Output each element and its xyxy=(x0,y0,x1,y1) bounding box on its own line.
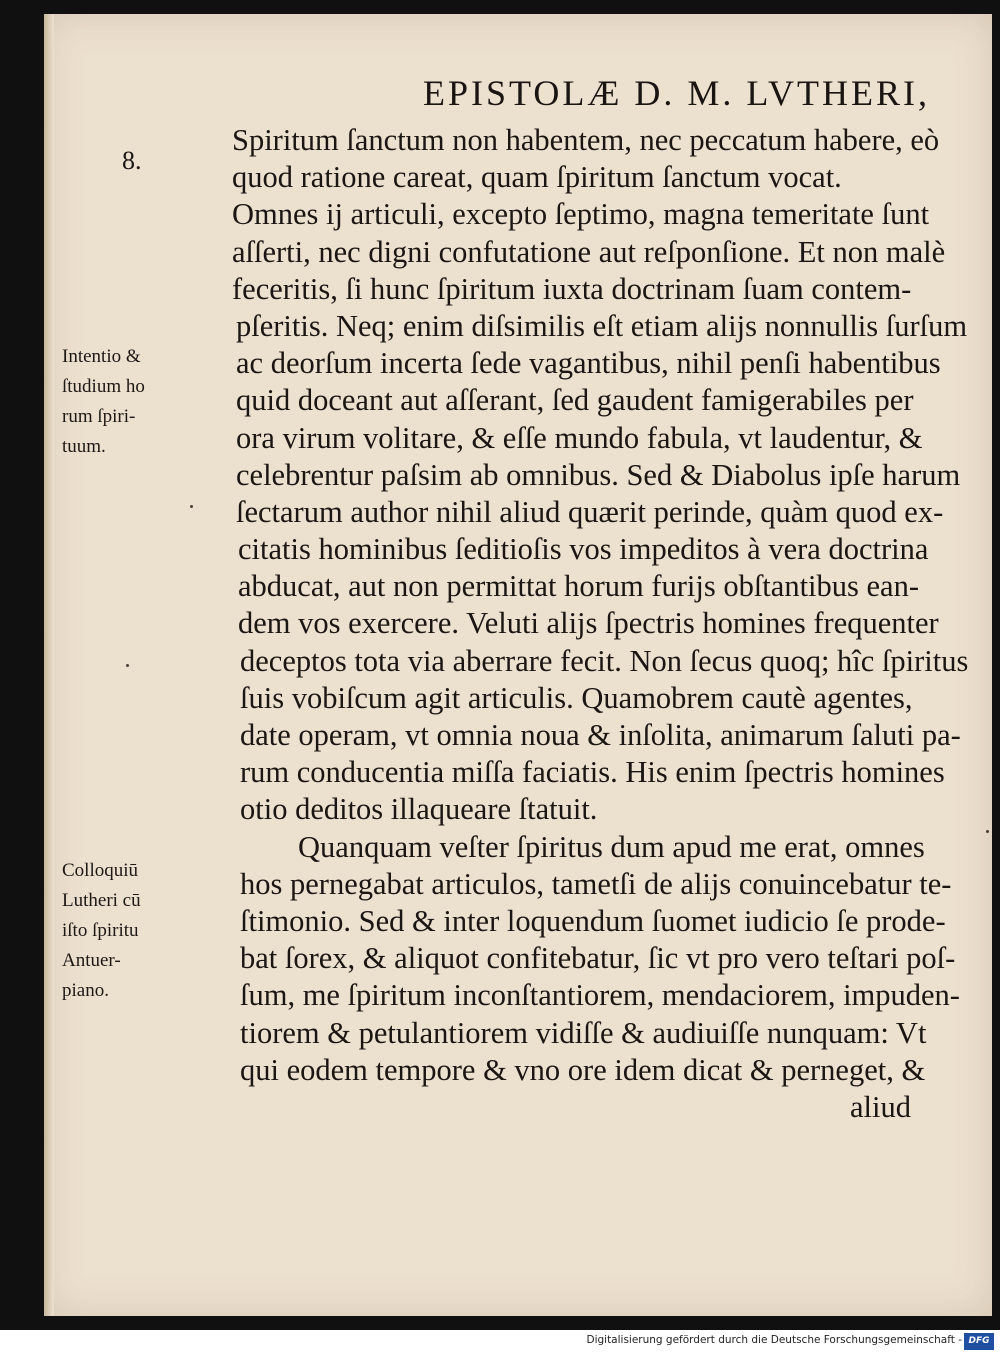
text-line: aſſerti, nec digni confutatione aut reſponſione. Et non malè xyxy=(232,234,946,269)
marginal-note-line: tuum. xyxy=(62,436,106,457)
footer-credit: Digitalisierung gefördert durch die Deutsche Forschungsgemeinschaft - xyxy=(586,1334,962,1346)
text-line: abducat, aut non permittat horum furijs obſtantibus ean- xyxy=(238,569,919,604)
running-head: EPISTOLÆ D. M. LVTHERI, xyxy=(422,73,930,113)
marginal-note-line: ſtudium ho xyxy=(62,376,145,397)
page-gutter-shadow xyxy=(44,14,54,1316)
text-line: Omnes ij articuli, excepto ſeptimo, magna temeritate ſunt xyxy=(232,197,930,232)
text-line: quid doceant aut aſſerant, ſed gaudent famigerabiles per xyxy=(236,383,914,418)
text-line: ac deorſum incerta ſede vagantibus, nihil penſi habentibus xyxy=(236,346,941,381)
text-line: date operam, vt omnia noua & inſolita, animarum ſaluti pa- xyxy=(240,718,961,752)
body-text xyxy=(186,122,969,1126)
article-number: 8. xyxy=(122,146,142,175)
text-line: rum conducentia miſſa faciatis. His enim ſpectris homines xyxy=(240,755,945,790)
text-line: ſum, me ſpiritum inconſtantiorem, mendaciorem, impuden- xyxy=(240,978,960,1013)
marginal-note-line: rum ſpiri- xyxy=(62,406,136,427)
text-line: dem vos exercere. Veluti alijs ſpectris homines frequenter xyxy=(238,606,939,641)
marginal-note-line: Lutheri cū xyxy=(62,890,141,911)
text-line: celebrentur paſsim ab omnibus. Sed & Diabolus ipſe harum xyxy=(236,457,961,492)
text-line: feceritis, ſi hunc ſpiritum iuxta doctrinam ſuam contem- xyxy=(232,271,912,306)
marginal-note xyxy=(62,342,184,462)
text-line: otio deditos illaqueare ſtatuit. xyxy=(240,792,598,827)
catchword: aliud xyxy=(850,1089,911,1124)
text-line: ſtimonio. Sed & inter loquendum ſuomet iudicio ſe prode- xyxy=(240,903,946,938)
marginal-note-line: iſto ſpiritu xyxy=(62,920,139,941)
text-line: citatis hominibus ſeditioſis vos impeditos à vera doctrina xyxy=(238,532,929,567)
marginal-note-line: Antuer- xyxy=(62,950,121,971)
paper-speck xyxy=(986,830,989,833)
text-line: ora virum volitare, & eſſe mundo fabula, vt laudentur, & xyxy=(236,420,923,455)
marginal-note-line: Colloquiū xyxy=(62,860,139,881)
text-line: tiorem & petulantiorem vidiſſe & audiuiſſe nunquam: Vt xyxy=(240,1015,927,1050)
text-line: pſeritis. Neq; enim diſsimilis eſt etiam alijs nonnullis ſurſum xyxy=(236,308,968,343)
footer-bar xyxy=(0,1330,1000,1352)
text-line: quod ratione careat, quam ſpiritum ſanctum vocat. xyxy=(232,160,842,195)
text-line: Spiritum ſanctum non habentem, nec peccatum habere, eò xyxy=(232,123,940,157)
dfg-logo-icon: DFG xyxy=(964,1333,994,1350)
text-line-paragraph-start: Quanquam veſter ſpiritus dum apud me erat, omnes xyxy=(298,829,925,864)
marginal-note xyxy=(62,856,184,1006)
text-line: deceptos tota via aberrare fecit. Non ſecus quoq; hîc ſpiritus xyxy=(240,643,969,678)
marginal-note-line: Intentio & xyxy=(62,346,141,367)
text-line: qui eodem tempore & vno ore idem dicat & perneget, & xyxy=(240,1052,926,1087)
text-line: ſuis vobiſcum agit articulis. Quamobrem cautè agentes, xyxy=(240,680,913,715)
text-line: bat ſorex, & aliquot confitebatur, ſic vt pro vero teſtari poſ- xyxy=(240,941,956,976)
marginal-note-line: piano. xyxy=(62,980,109,1001)
paper-speck xyxy=(126,664,129,667)
paper-speck xyxy=(190,505,193,508)
text-line: ſectarum author nihil aliud quærit perinde, quàm quod ex- xyxy=(236,494,944,529)
text-line: hos pernegabat articulos, tametſi de alijs conuincebatur te- xyxy=(240,866,952,901)
